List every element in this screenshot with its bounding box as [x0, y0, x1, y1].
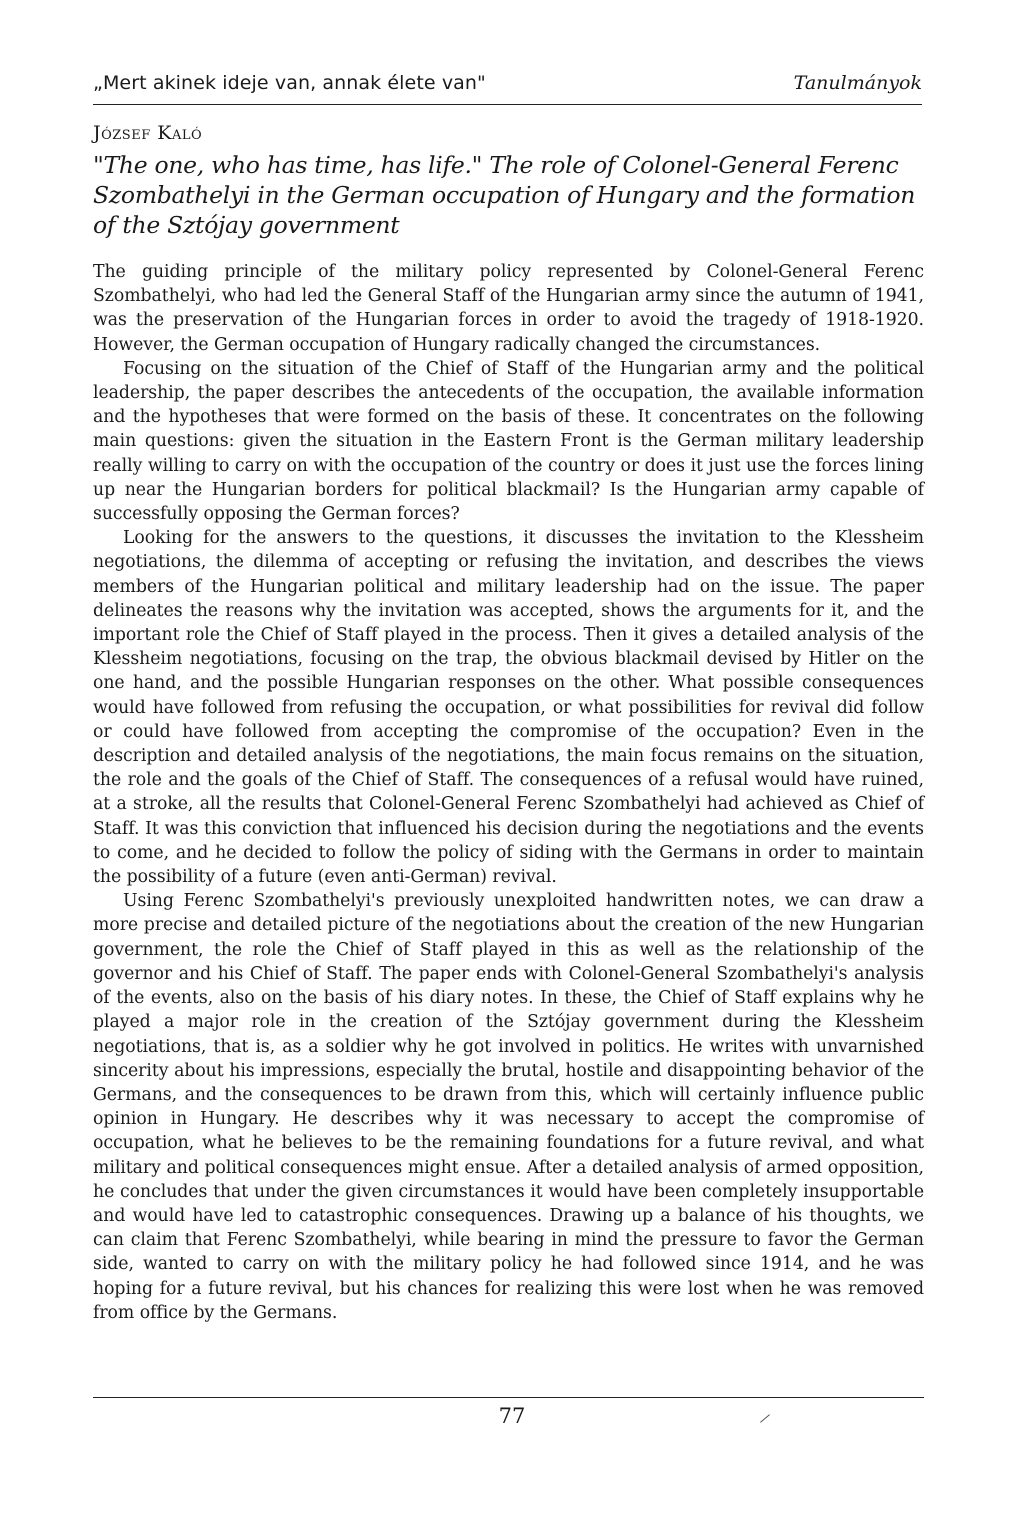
abstract-body: [93, 260, 924, 1325]
abstract-paragraph-3: Looking for the answers to the questions, it discusses the invitation to the Klessheim negotiations, the dilemma of accepting or refusing the invitation, and describes the views members of the Hungarian political and military leadership had on the issue. The paper delineates the reasons why the invitation was accepted, shows the arguments for it, and the important role the Chief of Staff played in the process. Then it gives a detailed analysis of the Klessheim negotiations, focusing on the trap, the obvious blackmail devised by Hitler on the one hand, and the possible Hungarian responses on the other. What possible consequences would have followed from refusing the occupation, or what possibilities for revival did follow or could have followed from accepting the compromise of the occupation? Even in the description and detailed analysis of the negotiations, the main focus remains on the situation, the role and the goals of the Chief of Staff. The consequences of a refusal would have ruined, at a stroke, all the results that Colonel-General Ferenc Szombathelyi had achieved as Chief of Staff. It was this conviction that influenced his decision during the negotiations and the events to come, and he decided to follow the policy of siding with the Germans in order to maintain the possibility of a future (even anti-German) revival.: [93, 528, 924, 888]
running-header-section: Tanulmányok: [793, 72, 922, 94]
article-author: József Kaló: [93, 122, 203, 144]
page-number: 77: [498, 1404, 526, 1428]
abstract-paragraph-1: The guiding principle of the military policy represented by Colonel-General Ferenc Szombathelyi, who had led the General Staff of the Hungarian army since the autumn of 1941, was the preservation of the Hungarian forces in order to avoid the tragedy of 1918-1920. However, the German occupation of Hungary radically changed the circumstances.: [93, 262, 924, 355]
running-header: [93, 68, 922, 105]
abstract-paragraph-4: Using Ferenc Szombathelyi's previously unexploited handwritten notes, we can draw a more precise and detailed picture of the negotiations about the creation of the new Hungarian government, the role the Chief of Staff played in this as well as the relationship of the governor and his Chief of Staff. The paper ends with Colonel-General Szombathelyi's analysis of the events, also on the basis of his diary notes. In these, the Chief of Staff explains why he played a major role in the creation of the Sztójay government during the Klessheim negotiations, that is, as a soldier why he got involved in politics. He writes with unvarnished sincerity about his impressions, especially the brutal, hostile and disappointing behavior of the Germans, and the consequences to be drawn from this, which will certainly influence public opinion in Hungary. He describes why it was necessary to accept the compromise of occupation, what he believes to be the remaining foundations for a future revival, and what military and political consequences might ensue. After a detailed analysis of armed opposition, he concludes that under the given circumstances it would have been completely insupportable and would have led to catastrophic consequences. Drawing up a balance of his thoughts, we can claim that Ferenc Szombathelyi, while bearing in mind the pressure to favor the German side, wanted to carry on with the military policy he had followed since 1914, and he was hoping for a future revival, but his chances for realizing this were lost when he was removed from office by the Germans.: [93, 891, 924, 1323]
article-title: "The one, who has time, has life." The role of Colonel-General Ferenc Szombathelyi in the German occupation of Hungary and the formation of the Sztójay government: [93, 151, 916, 239]
footer-divider: [93, 1397, 924, 1398]
abstract-paragraph-2: Focusing on the situation of the Chief of Staff of the Hungarian army and the political leadership, the paper describes the antecedents of the occupation, the available information and the hypotheses that were formed on the basis of these. It concentrates on the following main questions: given the situation in the Eastern Front is the German military leadership really willing to carry on with the occupation of the country or does it just use the forces lining up near the Hungarian borders for political blackmail? Is the Hungarian army capable of successfully opposing the German forces?: [93, 358, 924, 525]
running-header-title: „Mert akinek ideje van, annak élete van": [93, 72, 486, 94]
